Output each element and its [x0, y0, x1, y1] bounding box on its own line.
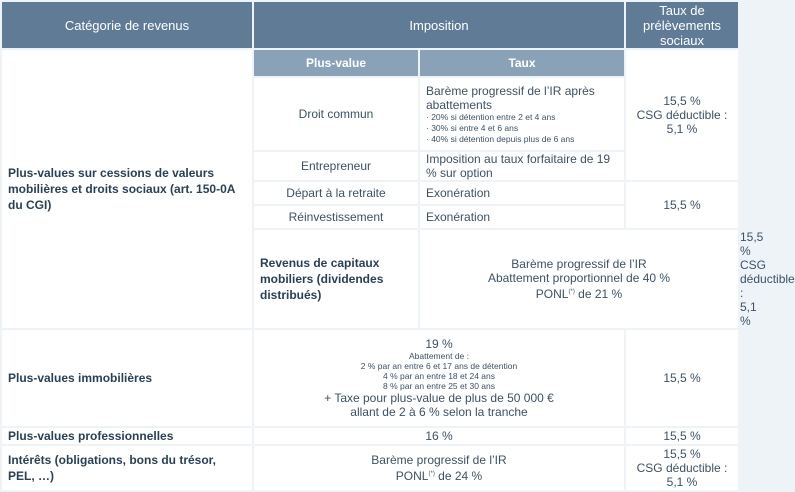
- pv-immo-imposition: [254, 330, 624, 426]
- rcm-imposition: [420, 230, 738, 328]
- droit-commun-label: Droit commun: [254, 78, 418, 150]
- ponl-rate: de 21 %: [574, 287, 623, 301]
- pv-cessions-category: Plus-values sur cessions de valeurs mobilières et droits sociaux (art. 150-0A du CGI): [2, 50, 252, 328]
- interets-ponl: [254, 467, 624, 483]
- header-row: [2, 2, 740, 48]
- header-imposition: Imposition: [254, 2, 624, 48]
- pv-pro-rate: 16 %: [254, 428, 624, 444]
- entrepreneur-taux: Imposition au taux forfaitaire de 19 % sur option: [420, 152, 624, 180]
- pv-cessions-prelevements-1: [626, 50, 738, 180]
- pv-pro-category: Plus-values professionnelles: [2, 428, 252, 444]
- rcm-category: Revenus de capitaux mobiliers (dividendes distribués): [254, 230, 418, 328]
- ponl-note: (*): [428, 471, 435, 477]
- abattement-detail: · 20% si détention entre 2 et 4 ans: [426, 111, 556, 122]
- prelevement-rate: 15,5 %: [663, 447, 701, 461]
- pv-pro-row: [2, 428, 740, 444]
- droit-commun-bareme: Barème progressif de l’IR après abattements: [426, 83, 595, 112]
- rcm-line: Abattement proportionnel de 40 %: [487, 271, 671, 285]
- abattement-detail: · 40% si détention depuis plus de 6 ans: [426, 133, 575, 144]
- retraite-taux: Exonération: [420, 182, 624, 204]
- taxe-line: + Taxe pour plus-value de plus de 50 000 €: [324, 391, 554, 405]
- interets-imposition: [254, 446, 624, 490]
- ponl-prefix: PONL: [395, 469, 429, 483]
- pv-immo-prelevements: 15,5 %: [626, 330, 738, 426]
- csg-rate: 5,1 %: [666, 475, 698, 489]
- entrepreneur-label: Entrepreneur: [254, 152, 418, 180]
- csg-label: CSG déductible :: [636, 108, 728, 122]
- pv-pro-prelevements: 15,5 %: [626, 428, 738, 444]
- header-categorie: Catégorie de revenus: [2, 2, 252, 48]
- abattement-title: Abattement de :: [408, 351, 469, 361]
- ponl-prefix: PONL: [535, 287, 569, 301]
- droit-commun-taux: [420, 78, 624, 150]
- csg-label: CSG déductible :: [636, 461, 728, 475]
- header-prelevements: Taux de prélèvements sociaux: [626, 2, 738, 48]
- ponl-rate: de 24 %: [434, 469, 483, 483]
- rcm-line: Barème progressif de l’IR: [511, 257, 647, 271]
- pv-immo-row: [2, 330, 740, 426]
- reinvestissement-label: Réinvestissement: [254, 206, 418, 228]
- retraite-label: Départ à la retraite: [254, 182, 418, 204]
- subheader-plusvalue: Plus-value: [254, 50, 418, 76]
- pv-immo-category: Plus-values immobilières: [2, 330, 252, 426]
- subheader-taux: Taux: [420, 50, 624, 76]
- csg-rate: 5,1 %: [666, 122, 698, 136]
- abattement-line: 4 % par an entre 18 et 24 ans: [383, 371, 495, 381]
- pv-cessions-prelevements-2: 15,5 %: [626, 182, 738, 228]
- interets-line: Barème progressif de l’IR: [371, 453, 507, 467]
- interets-category: Intérêts (obligations, bons du trésor, PEL, …): [2, 446, 252, 490]
- reinvestissement-taux: Exonération: [420, 206, 624, 228]
- rcm-ponl: [420, 285, 738, 301]
- interets-prelevements: [626, 446, 738, 490]
- rcm-row: Revenus de capitaux mobiliers (dividendes distribués) Barème progressif de l’IR Abattement proportionnel de 40 % PONL(*) de 21 % 15,5 % CSG déductible : 5,1 %: [2, 230, 740, 328]
- abattement-line: 2 % par an entre 6 et 17 ans de détention: [360, 361, 518, 371]
- pv-cessions-row: [2, 50, 740, 76]
- abattement-detail: · 30% si entre 4 et 6 ans: [426, 122, 519, 133]
- interets-row: [2, 446, 740, 490]
- pv-immo-rate: 19 %: [425, 337, 453, 351]
- taxe-line: allant de 2 à 6 % selon la tranche: [350, 405, 528, 419]
- ponl-note: (*): [568, 289, 575, 295]
- prelevement-rate: 15,5 %: [663, 94, 701, 108]
- abattement-line: 8 % par an entre 25 et 30 ans: [383, 381, 495, 391]
